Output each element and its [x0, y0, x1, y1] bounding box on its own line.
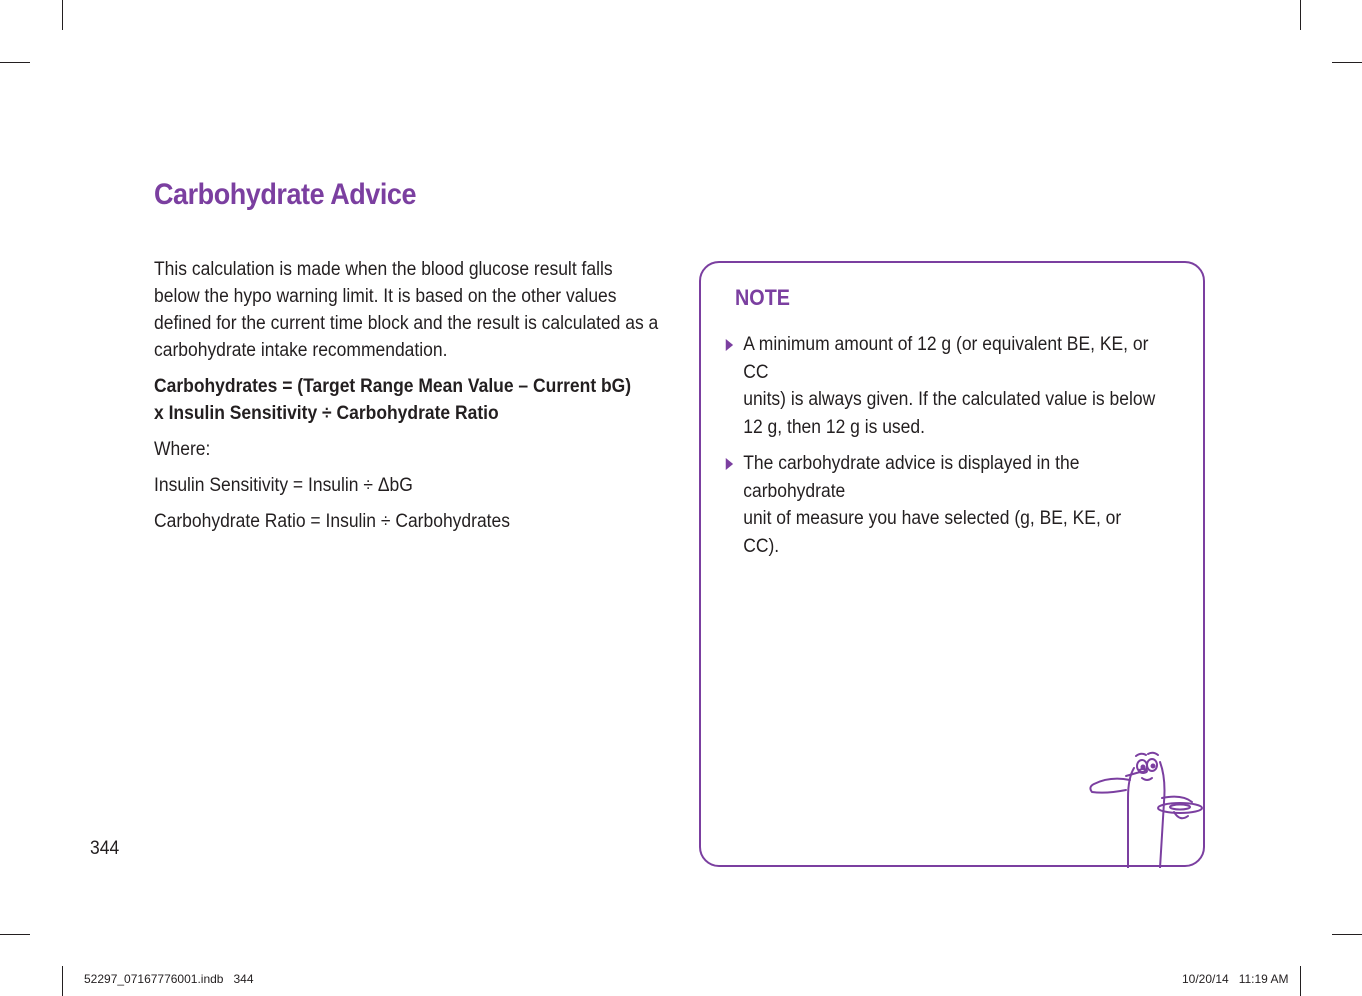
crop-mark: [62, 966, 63, 996]
footer-timestamp: 10/20/14 11:19 AM: [1182, 972, 1289, 986]
page-number: 344: [90, 838, 120, 859]
intro-line: This calculation is made when the blood glucose result falls: [154, 259, 613, 280]
note-item: [723, 331, 1155, 441]
crop-mark: [0, 62, 30, 63]
formula: [154, 373, 669, 427]
note-item: [723, 450, 1155, 560]
triangle-bullet-icon: [726, 458, 733, 470]
formula-line: Carbohydrates = (Target Range Mean Value – Current bG): [154, 376, 632, 397]
page-title: Carbohydrate Advice: [154, 178, 417, 211]
crop-mark: [1332, 934, 1362, 935]
intro-line: below the hypo warning limit. It is based on the other values: [154, 286, 617, 307]
note-list: [723, 331, 1155, 569]
note-box: [699, 261, 1205, 867]
note-line: 12 g, then 12 g is used.: [743, 416, 925, 438]
note-line: units) is always given. If the calculated value is below: [743, 389, 1156, 410]
crop-mark: [0, 934, 30, 935]
mascot-icon: [1086, 748, 1204, 868]
intro-line: defined for the current time block and the result is calculated as a: [154, 313, 659, 334]
triangle-bullet-icon: [726, 339, 733, 351]
definition-insulin-sensitivity: Insulin Sensitivity = Insulin ÷ ΔbG: [154, 475, 413, 496]
intro-paragraph: [154, 256, 669, 364]
note-line: The carbohydrate advice is displayed in the carbohydrate: [743, 453, 1080, 502]
formula-line: x Insulin Sensitivity ÷ Carbohydrate Ratio: [154, 403, 499, 424]
where-label: Where:: [154, 439, 211, 460]
note-line: unit of measure you have selected (g, BE, KE, or CC).: [743, 508, 1122, 557]
crop-mark: [62, 0, 63, 30]
intro-line: carbohydrate intake recommendation.: [154, 340, 448, 361]
crop-mark: [1300, 966, 1301, 996]
note-heading: NOTE: [735, 285, 791, 310]
note-line: A minimum amount of 12 g (or equivalent BE, KE, or CC: [743, 334, 1149, 383]
crop-mark: [1300, 0, 1301, 30]
crop-mark: [1332, 62, 1362, 63]
definition-carbohydrate-ratio: Carbohydrate Ratio = Insulin ÷ Carbohydrates: [154, 511, 510, 532]
body-text: [154, 256, 669, 544]
footer-file-name: 52297_07167776001.indb 344: [84, 972, 254, 986]
